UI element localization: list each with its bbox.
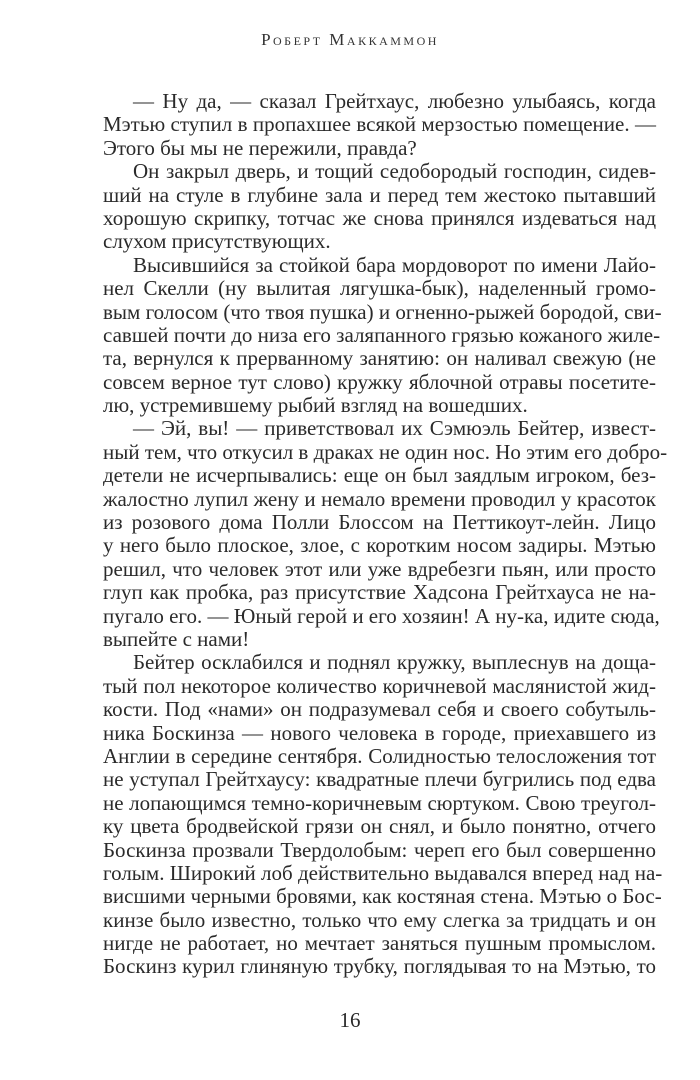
text-line: решил, что человек этот или уже вдребезги пьян, или просто bbox=[103, 556, 656, 581]
text-line: висшими черными бровями, как костяная стена. Мэтью о Бос- bbox=[103, 884, 662, 909]
text-line: кости. Под «нами» он подразумевал себя и своего собутыль- bbox=[103, 697, 656, 722]
text-line: Боскинза прозвали Твердолобым: череп его был совершенно bbox=[103, 837, 656, 862]
text-line: нел Скелли (ну вылитая лягушка-бык), наделенный громо- bbox=[103, 276, 656, 301]
text-line: — Эй, вы! — приветствовал их Сэмюэль Бейтер, извест- bbox=[133, 416, 656, 441]
text-line: кинзе было известно, только что ему слегка за тридцать и он bbox=[103, 907, 656, 932]
text-line: Этого бы мы не пережили, правда? bbox=[103, 135, 417, 160]
text-line: выпейте с нами! bbox=[103, 626, 250, 651]
paragraph bbox=[103, 160, 656, 254]
text-line: совсем верное тут слово) кружку яблочной отравы посетите- bbox=[103, 369, 656, 394]
text-line: жалостно лупил жену и немало времени проводил у красоток bbox=[103, 486, 656, 511]
text-line: голым. Широкий лоб действительно выдавался вперед над на- bbox=[103, 860, 663, 885]
text-line: ший на стуле в глубине зала и перед тем жестоко пытавший bbox=[103, 182, 656, 207]
text-line: у него было плоское, злое, с коротким носом задиры. Мэтью bbox=[103, 533, 656, 558]
text-line: хорошую скрипку, тотчас же снова принялся издеваться над bbox=[103, 205, 656, 230]
page-number: 16 bbox=[339, 1008, 361, 1032]
body-text bbox=[103, 89, 668, 979]
text-line: Англии в середине сентября. Солидностью телосложения тот bbox=[103, 743, 656, 768]
paragraph bbox=[103, 252, 662, 418]
text-line: та, вернулся к прерванному занятию: он наливал свежую (не bbox=[103, 346, 656, 371]
text-line: пугало его. — Юный герой и его хозяин! А ну-ка, идите сюда, bbox=[103, 603, 660, 628]
text-line: не лопающимся темно-коричневым сюртуком. Свою треугол- bbox=[103, 790, 656, 815]
paragraph bbox=[103, 416, 668, 651]
text-line: Бейтер осклабился и поднял кружку, выплеснув на доща- bbox=[133, 650, 656, 675]
text-line: вым голосом (что твоя пушка) и огненно-рыжей бородой, сви- bbox=[103, 299, 662, 324]
text-line: Боскинз курил глиняную трубку, поглядывая то на Мэтью, то bbox=[103, 954, 656, 979]
text-line: ный тем, что откусил в драках не один нос. Но этим его добро- bbox=[103, 439, 668, 464]
paragraph bbox=[103, 650, 663, 979]
text-line: глуп как пробка, раз присутствие Хадсона Грейтхауса не на- bbox=[103, 580, 656, 605]
text-line: из розового дома Полли Блоссом на Петтикоут-лейн. Лицо bbox=[103, 510, 656, 535]
text-line: савшей почти до низа его заляпанного грязью кожаного жиле- bbox=[103, 322, 661, 347]
text-line: не уступал Грейтхаусу: квадратные плечи бугрились под едва bbox=[103, 767, 656, 792]
text-line: нигде не работает, но мечтает заняться пушным промыслом. bbox=[103, 931, 656, 956]
text-line: лю, устремившему рыбий взгляд на вошедших. bbox=[103, 393, 528, 418]
text-line: Высившийся за стойкой бара мордоворот по имени Лайо- bbox=[133, 252, 656, 277]
text-line: Мэтью ступил в пропахшее всякой мерзостью помещение. — bbox=[103, 112, 656, 137]
text-line: — Ну да, — сказал Грейтхаус, любезно улыбаясь, когда bbox=[133, 89, 656, 113]
running-header: Роберт Маккаммон bbox=[261, 30, 439, 49]
text-line: Он закрыл дверь, и тощий седобородый господин, сидев- bbox=[133, 159, 656, 184]
text-line: ку цвета бродвейской грязи он снял, и было понятно, отчего bbox=[103, 814, 656, 839]
text-line: слухом присутствующих. bbox=[103, 229, 331, 254]
text-line: тый пол некоторое количество коричневой маслянистой жид- bbox=[103, 673, 656, 698]
text-line: ника Боскинза — нового человека в городе, приехавшего из bbox=[103, 720, 656, 745]
text-line: детели не исчерпывались: еще он был заядлым игроком, без- bbox=[103, 463, 656, 488]
paragraph bbox=[103, 90, 656, 160]
